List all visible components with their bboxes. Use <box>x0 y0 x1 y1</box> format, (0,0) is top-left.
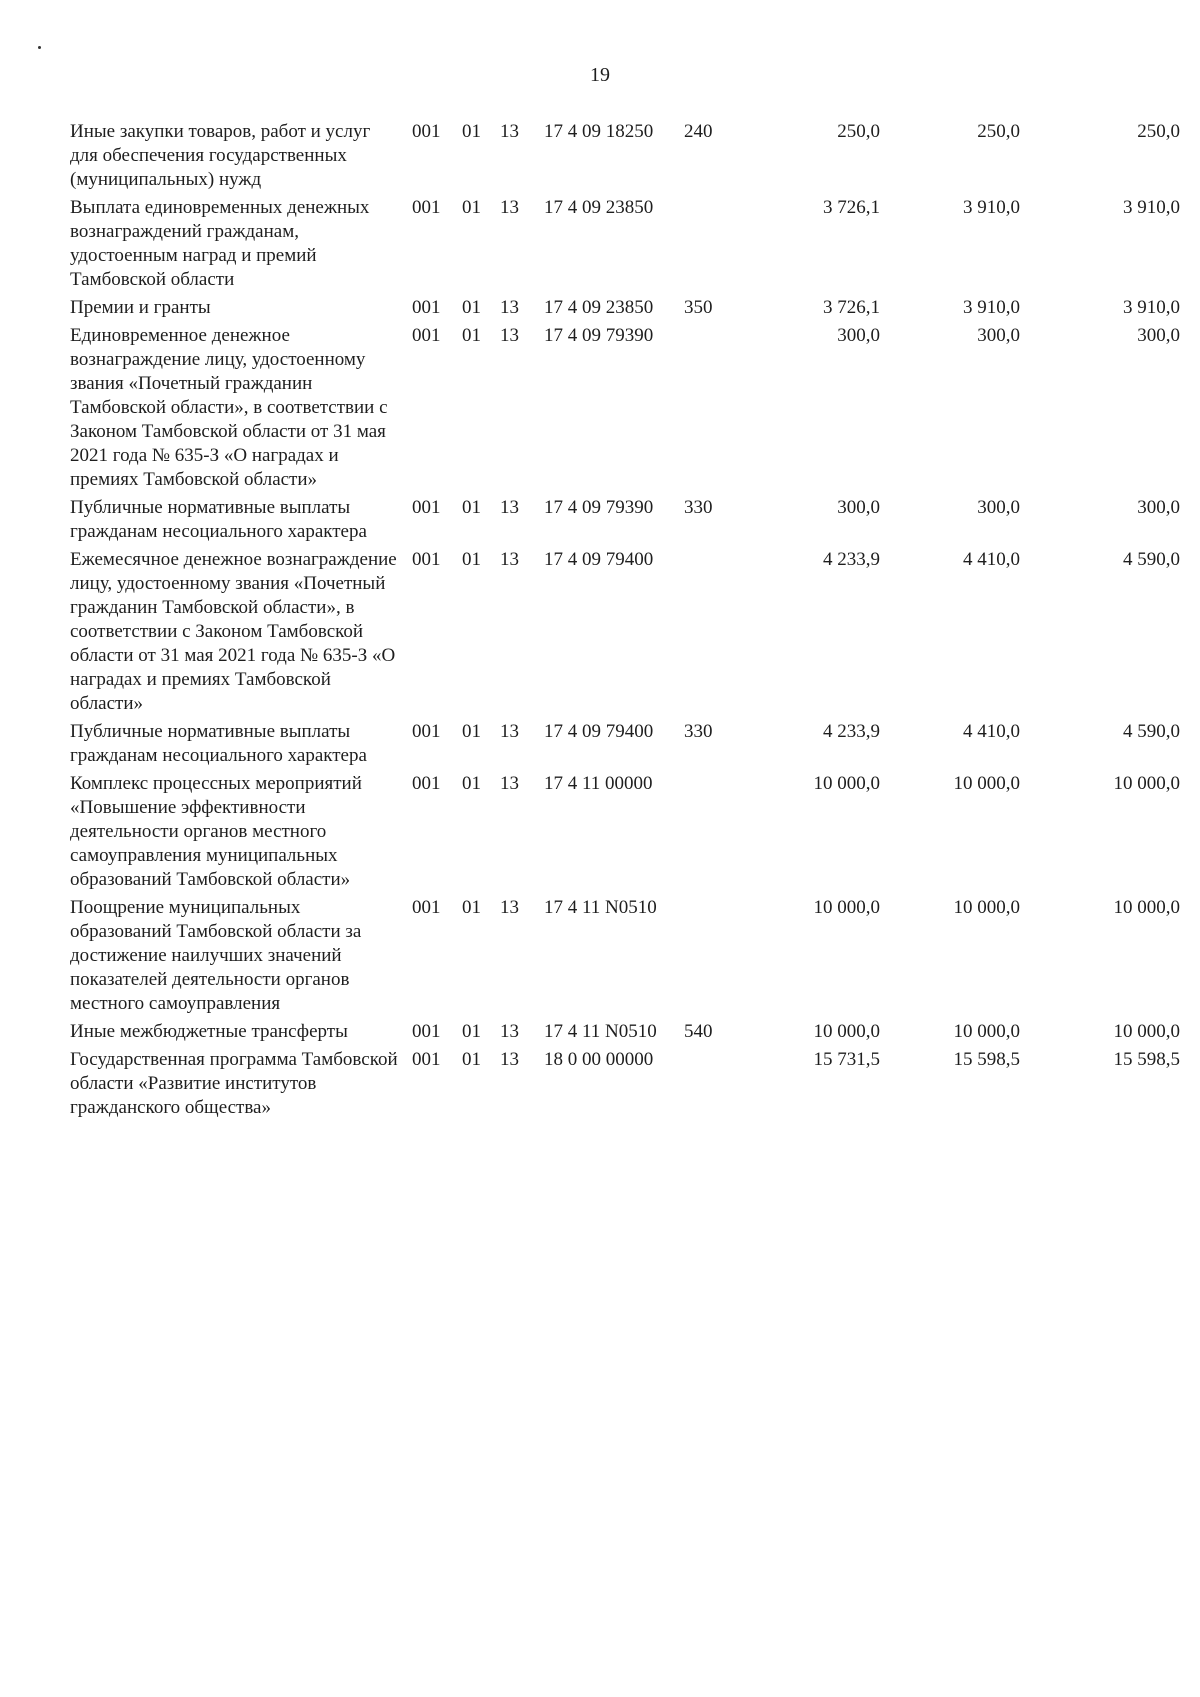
table-row <box>70 296 1180 324</box>
row-sum-year-2: 10 000,0 <box>953 773 1020 794</box>
row-gr-code: 001 <box>412 773 441 794</box>
row-vr-code <box>680 772 740 896</box>
row-rz-code: 01 <box>462 497 481 518</box>
row-pr-code: 13 <box>500 197 519 218</box>
page-number: 19 <box>590 64 610 86</box>
row-name: Премии и гранты <box>70 297 211 318</box>
row-sum-year-2: 4 410,0 <box>963 721 1020 742</box>
row-vr-code <box>680 896 740 1020</box>
table-row <box>70 1020 1180 1048</box>
row-vr-code: 330 <box>684 497 713 518</box>
row-pr-code: 13 <box>500 1049 519 1070</box>
row-gr-code: 001 <box>412 1021 441 1042</box>
row-name: Поощрение муниципальных образований Тамбовской области за достижение наилучших значений показателей деятельности органов местного самоуправления <box>70 897 362 1014</box>
table-row <box>70 896 1180 1020</box>
row-sum-year-1: 4 233,9 <box>823 721 880 742</box>
row-name: Публичные нормативные выплаты гражданам несоциального характера <box>70 497 367 542</box>
row-sum-year-2: 10 000,0 <box>953 897 1020 918</box>
row-sum-year-2: 250,0 <box>977 121 1020 142</box>
row-sum-year-1: 15 731,5 <box>813 1049 880 1070</box>
table-row <box>70 548 1180 720</box>
row-sum-year-3: 300,0 <box>1137 497 1180 518</box>
row-pr-code: 13 <box>500 549 519 570</box>
row-name: Публичные нормативные выплаты гражданам несоциального характера <box>70 721 367 766</box>
row-sum-year-3: 10 000,0 <box>1113 773 1180 794</box>
row-vr-code <box>680 1048 740 1124</box>
row-csr-code: 17 4 09 79390 <box>544 325 654 346</box>
row-sum-year-3: 4 590,0 <box>1123 549 1180 570</box>
row-name: Комплекс процессных мероприятий «Повышение эффективности деятельности органов местного самоуправления муниципальных образований Тамбовской области» <box>70 773 362 890</box>
row-vr-code: 350 <box>684 297 713 318</box>
row-gr-code: 001 <box>412 325 441 346</box>
row-rz-code: 01 <box>462 121 481 142</box>
row-vr-code <box>680 196 740 296</box>
row-sum-year-3: 3 910,0 <box>1123 297 1180 318</box>
row-gr-code: 001 <box>412 121 441 142</box>
row-csr-code: 17 4 09 79400 <box>544 721 654 742</box>
table-row <box>70 772 1180 896</box>
row-rz-code: 01 <box>462 197 481 218</box>
row-pr-code: 13 <box>500 1021 519 1042</box>
row-name: Ежемесячное денежное вознаграждение лицу, удостоенному звания «Почетный гражданин Тамбовской области», в соответствии с Законом Тамбовской области от 31 мая 2021 года № 635-З «О наградах и премиях Тамбовской области» <box>70 549 397 714</box>
row-csr-code: 18 0 00 00000 <box>544 1049 654 1070</box>
row-rz-code: 01 <box>462 897 481 918</box>
row-gr-code: 001 <box>412 497 441 518</box>
table-row <box>70 496 1180 548</box>
row-gr-code: 001 <box>412 897 441 918</box>
table-row <box>70 720 1180 772</box>
row-name: Государственная программа Тамбовской области «Развитие институтов гражданского общества» <box>70 1049 398 1118</box>
table-body <box>70 120 1180 1124</box>
row-sum-year-1: 300,0 <box>837 325 880 346</box>
row-name: Иные закупки товаров, работ и услуг для обеспечения государственных (муниципальных) нужд <box>70 121 371 190</box>
row-gr-code: 001 <box>412 721 441 742</box>
row-rz-code: 01 <box>462 1049 481 1070</box>
row-sum-year-3: 250,0 <box>1137 121 1180 142</box>
table-row <box>70 1048 1180 1124</box>
row-gr-code: 001 <box>412 549 441 570</box>
row-rz-code: 01 <box>462 549 481 570</box>
row-sum-year-2: 3 910,0 <box>963 197 1020 218</box>
row-rz-code: 01 <box>462 297 481 318</box>
table-row <box>70 196 1180 296</box>
row-pr-code: 13 <box>500 121 519 142</box>
row-sum-year-2: 300,0 <box>977 325 1020 346</box>
row-name: Иные межбюджетные трансферты <box>70 1021 348 1042</box>
row-csr-code: 17 4 09 23850 <box>544 197 654 218</box>
row-sum-year-3: 10 000,0 <box>1113 897 1180 918</box>
row-csr-code: 17 4 09 79400 <box>544 549 654 570</box>
table-row <box>70 324 1180 496</box>
row-pr-code: 13 <box>500 773 519 794</box>
row-sum-year-2: 300,0 <box>977 497 1020 518</box>
row-vr-code <box>680 548 740 720</box>
row-pr-code: 13 <box>500 297 519 318</box>
row-rz-code: 01 <box>462 325 481 346</box>
row-rz-code: 01 <box>462 721 481 742</box>
row-gr-code: 001 <box>412 297 441 318</box>
row-pr-code: 13 <box>500 325 519 346</box>
row-csr-code: 17 4 09 23850 <box>544 297 654 318</box>
row-pr-code: 13 <box>500 897 519 918</box>
row-sum-year-3: 4 590,0 <box>1123 721 1180 742</box>
row-sum-year-3: 300,0 <box>1137 325 1180 346</box>
row-sum-year-2: 15 598,5 <box>953 1049 1020 1070</box>
row-pr-code: 13 <box>500 497 519 518</box>
row-sum-year-3: 3 910,0 <box>1123 197 1180 218</box>
row-vr-code <box>680 324 740 496</box>
row-pr-code: 13 <box>500 721 519 742</box>
table-row <box>70 120 1180 196</box>
row-sum-year-1: 4 233,9 <box>823 549 880 570</box>
row-vr-code: 240 <box>684 121 713 142</box>
row-rz-code: 01 <box>462 1021 481 1042</box>
row-sum-year-1: 3 726,1 <box>823 197 880 218</box>
row-vr-code: 540 <box>684 1021 713 1042</box>
row-name: Выплата единовременных денежных вознаграждений гражданам, удостоенным наград и премий Тамбовской области <box>70 197 370 290</box>
scan-speck <box>38 46 41 49</box>
row-sum-year-3: 10 000,0 <box>1113 1021 1180 1042</box>
row-sum-year-1: 10 000,0 <box>813 1021 880 1042</box>
row-sum-year-1: 300,0 <box>837 497 880 518</box>
row-csr-code: 17 4 11 00000 <box>544 773 653 794</box>
row-csr-code: 17 4 09 18250 <box>544 121 654 142</box>
row-sum-year-2: 10 000,0 <box>953 1021 1020 1042</box>
row-sum-year-2: 3 910,0 <box>963 297 1020 318</box>
row-gr-code: 001 <box>412 1049 441 1070</box>
row-sum-year-3: 15 598,5 <box>1113 1049 1180 1070</box>
row-sum-year-1: 10 000,0 <box>813 773 880 794</box>
row-sum-year-1: 10 000,0 <box>813 897 880 918</box>
row-csr-code: 17 4 09 79390 <box>544 497 654 518</box>
row-csr-code: 17 4 11 N0510 <box>544 1021 657 1042</box>
row-name: Единовременное денежное вознаграждение лицу, удостоенному звания «Почетный гражданин Тамбовской области», в соответствии с Законом Тамбовской области от 31 мая 2021 года № 635-З «О наградах и премиях Тамбовской области» <box>70 325 388 490</box>
row-csr-code: 17 4 11 N0510 <box>544 897 657 918</box>
row-gr-code: 001 <box>412 197 441 218</box>
budget-table <box>70 120 1180 1124</box>
row-vr-code: 330 <box>684 721 713 742</box>
row-rz-code: 01 <box>462 773 481 794</box>
row-sum-year-1: 3 726,1 <box>823 297 880 318</box>
row-sum-year-1: 250,0 <box>837 121 880 142</box>
row-sum-year-2: 4 410,0 <box>963 549 1020 570</box>
